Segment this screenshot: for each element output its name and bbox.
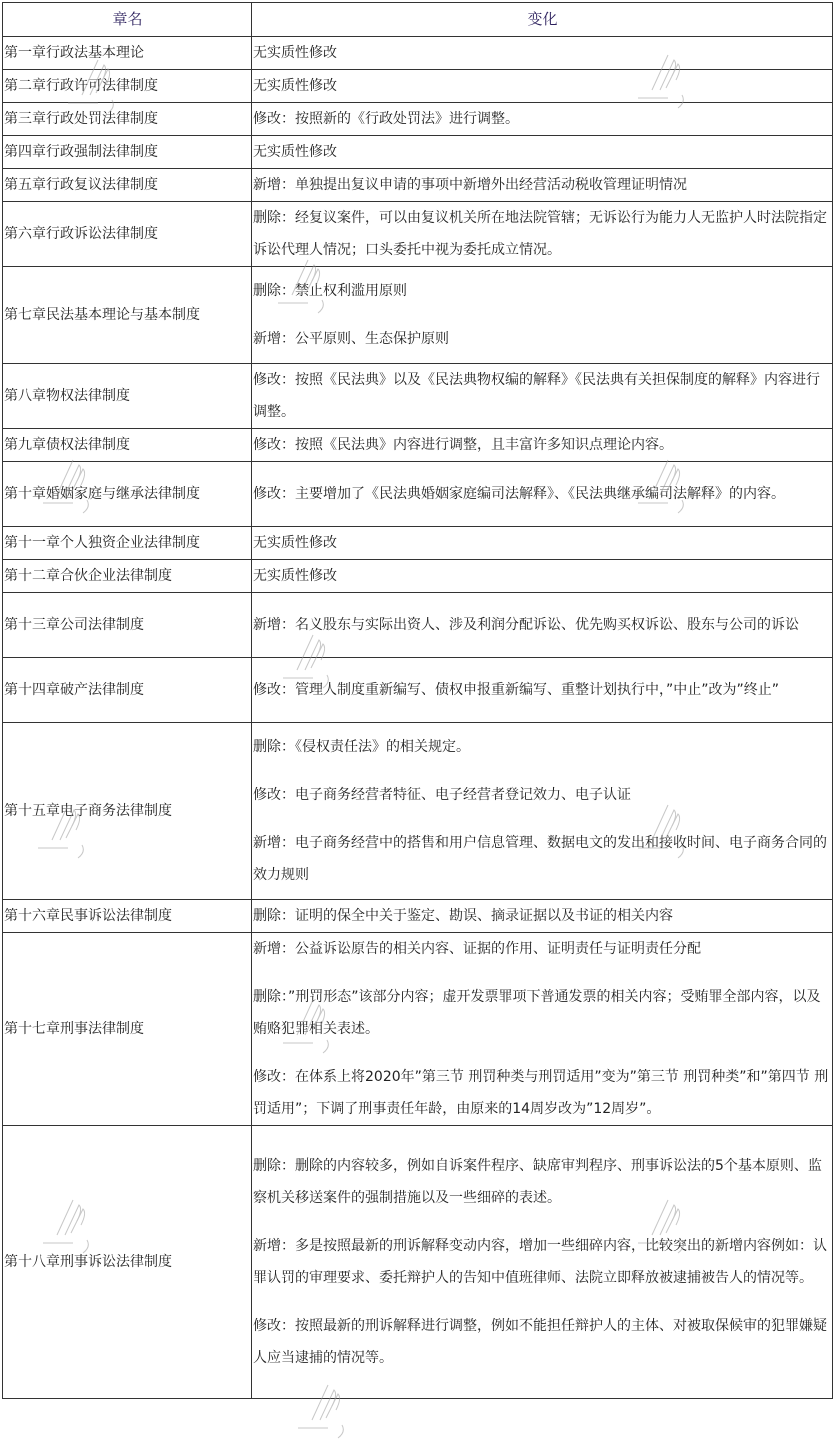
table-row <box>3 900 833 933</box>
change-paragraph: 删除：删除的内容较多，例如自诉案件程序、缺席审判程序、刑事诉讼法的5个基本原则、监察机关移送案件的强制措施以及一些细碎的表述。 <box>253 1158 822 1206</box>
table-row <box>3 933 833 1126</box>
changes-cell <box>252 658 833 723</box>
change-paragraph: 新增：名义股东与实际出资人、涉及利润分配诉讼、优先购买权诉讼、股东与公司的诉讼 <box>253 617 799 633</box>
paragraph-gap <box>253 965 832 981</box>
change-paragraph: 新增：公平原则、生态保护原则 <box>253 331 449 347</box>
changes-cell <box>252 593 833 658</box>
table-row <box>3 202 833 267</box>
change-paragraph: 删除：禁止权利滥用原则 <box>253 283 407 299</box>
change-paragraph: 修改：按照新的《行政处罚法》进行调整。 <box>253 111 519 127</box>
chapter-name-cell: 第十四章破产法律制度 <box>3 658 252 723</box>
changes-cell <box>252 462 833 527</box>
changes-cell <box>252 429 833 462</box>
table-row <box>3 103 833 136</box>
chapter-name-cell: 第三章行政处罚法律制度 <box>3 103 252 136</box>
changes-cell <box>252 267 833 364</box>
change-paragraph: 修改：主要增加了《民法典婚姻家庭编司法解释》、《民法典继承编司法解释》的内容。 <box>253 486 785 502</box>
chapter-name-cell: 第六章行政诉讼法律制度 <box>3 202 252 267</box>
paragraph-gap <box>253 763 832 779</box>
chapter-name-cell: 第十章婚姻家庭与继承法律制度 <box>3 462 252 527</box>
table-row <box>3 560 833 593</box>
changes-cell <box>252 364 833 429</box>
table-row <box>3 37 833 70</box>
changes-cell <box>252 560 833 593</box>
table-row <box>3 593 833 658</box>
change-paragraph: 新增：单独提出复议申请的事项中新增外出经营活动税收管理证明情况 <box>253 177 687 193</box>
change-paragraph: 无实质性修改 <box>253 45 337 61</box>
changes-cell <box>252 202 833 267</box>
table-row <box>3 267 833 364</box>
change-paragraph: 修改：按照最新的刑诉解释进行调整，例如不能担任辩护人的主体、对被取保候审的犯罪嫌疑人应当逮捕的情况等。 <box>253 1318 827 1366</box>
table-row <box>3 723 833 900</box>
changes-cell <box>252 37 833 70</box>
change-paragraph: 修改：按照《民法典》以及《民法典物权编的解释》《民法典有关担保制度的解释》内容进行调整。 <box>253 372 820 420</box>
column-header-changes: 变化 <box>252 3 833 37</box>
changes-cell <box>252 70 833 103</box>
change-paragraph: 无实质性修改 <box>253 144 337 160</box>
chapter-name-cell: 第八章物权法律制度 <box>3 364 252 429</box>
table-row <box>3 169 833 202</box>
chapter-name-cell: 第十七章刑事法律制度 <box>3 933 252 1126</box>
chapter-changes-table <box>2 2 833 1399</box>
chapter-name-cell: 第四章行政强制法律制度 <box>3 136 252 169</box>
chapter-name-cell: 第十五章电子商务法律制度 <box>3 723 252 900</box>
changes-cell <box>252 723 833 900</box>
table-body <box>3 37 833 1399</box>
table-row <box>3 527 833 560</box>
change-paragraph: 无实质性修改 <box>253 568 337 584</box>
chapter-name-cell: 第十一章个人独资企业法律制度 <box>3 527 252 560</box>
chapter-name-cell: 第五章行政复议法律制度 <box>3 169 252 202</box>
chapter-name-cell: 第十三章公司法律制度 <box>3 593 252 658</box>
table-row <box>3 429 833 462</box>
changes-cell <box>252 136 833 169</box>
change-paragraph: 删除：证明的保全中关于鉴定、勘误、摘录证据以及书证的相关内容 <box>253 908 673 924</box>
table-row <box>3 658 833 723</box>
change-paragraph: 修改：管理人制度重新编写、债权申报重新编写、重整计划执行中，”中止”改为”终止” <box>253 682 780 698</box>
change-paragraph: 无实质性修改 <box>253 78 337 94</box>
paragraph-gap <box>253 811 832 827</box>
change-paragraph: 新增：多是按照最新的刑诉解释变动内容，增加一些细碎内容，比较突出的新增内容例如：认罪认罚的审理要求、委托辩护人的告知中值班律师、法院立即释放被逮捕被告人的情况等。 <box>253 1238 827 1286</box>
chapter-name-cell: 第七章民法基本理论与基本制度 <box>3 267 252 364</box>
table-row <box>3 136 833 169</box>
chapter-name-cell: 第二章行政许可法律制度 <box>3 70 252 103</box>
change-paragraph: 修改：在体系上将2020年”第三节 刑罚种类与刑罚适用”变为”第三节 刑罚种类”和”第四节 刑罚适用”；下调了刑事责任年龄，由原来的14周岁改为”12周岁”。 <box>253 1069 829 1117</box>
paragraph-gap <box>253 307 832 323</box>
chapter-name-cell: 第一章行政法基本理论 <box>3 37 252 70</box>
paragraph-gap <box>253 1214 832 1230</box>
table-row <box>3 1126 833 1399</box>
changes-cell <box>252 900 833 933</box>
table-header-row <box>3 3 833 37</box>
change-paragraph: 无实质性修改 <box>253 535 337 551</box>
table-row <box>3 364 833 429</box>
changes-cell <box>252 527 833 560</box>
chapter-name-cell: 第十二章合伙企业法律制度 <box>3 560 252 593</box>
change-paragraph: 删除：《侵权责任法》的相关规定。 <box>253 739 470 755</box>
change-paragraph: 新增：公益诉讼原告的相关内容、证据的作用、证明责任与证明责任分配 <box>253 941 701 957</box>
chapter-name-cell: 第十六章民事诉讼法律制度 <box>3 900 252 933</box>
change-paragraph: 修改：电子商务经营者特征、电子经营者登记效力、电子认证 <box>253 787 631 803</box>
change-paragraph: 新增：电子商务经营中的搭售和用户信息管理、数据电文的发出和接收时间、电子商务合同的效力规则 <box>253 835 827 883</box>
paragraph-gap <box>253 1294 832 1310</box>
paragraph-gap <box>253 1045 832 1061</box>
table-row <box>3 70 833 103</box>
changes-cell <box>252 103 833 136</box>
change-paragraph: 删除：”刑罚形态”该部分内容；虚开发票罪项下普通发票的相关内容；受贿罪全部内容，以及贿赂犯罪相关表述。 <box>253 989 821 1037</box>
change-paragraph: 修改：按照《民法典》内容进行调整，且丰富许多知识点理论内容。 <box>253 437 673 453</box>
column-header-chapter: 章名 <box>3 3 252 37</box>
chapter-name-cell: 第十八章刑事诉讼法律制度 <box>3 1126 252 1399</box>
table-row <box>3 462 833 527</box>
chapter-name-cell: 第九章债权法律制度 <box>3 429 252 462</box>
changes-cell <box>252 933 833 1126</box>
change-paragraph: 删除：经复议案件，可以由复议机关所在地法院管辖；无诉讼行为能力人无监护人时法院指定诉讼代理人情况；口头委托中视为委托成立情况。 <box>253 210 827 258</box>
changes-cell <box>252 1126 833 1399</box>
changes-cell <box>252 169 833 202</box>
